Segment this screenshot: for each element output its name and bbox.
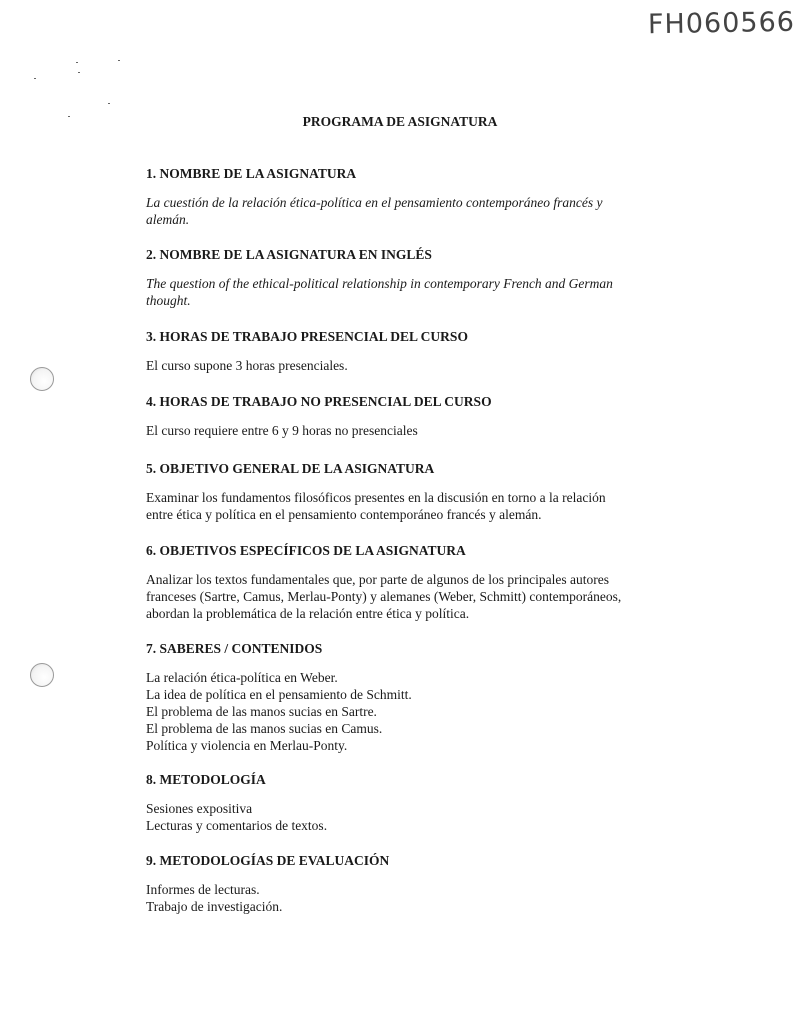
section-evaluation-methods — [146, 852, 666, 915]
body-line: Política y violencia en Merlau-Ponty. — [146, 738, 348, 753]
section-course-name-english — [146, 246, 666, 309]
body-line: thought. — [146, 293, 191, 308]
body-line: La relación ética-política en Weber. — [146, 670, 338, 685]
section-specific-objectives — [146, 542, 666, 622]
body-line: El curso supone 3 horas presenciales. — [146, 358, 348, 373]
section-heading: 5. OBJETIVO GENERAL DE LA ASIGNATURA — [146, 461, 435, 476]
punch-hole-upper — [30, 367, 54, 391]
section-body — [146, 194, 666, 228]
body-line: El problema de las manos sucias en Sartre. — [146, 704, 377, 719]
section-heading: 4. HORAS DE TRABAJO NO PRESENCIAL DEL CURSO — [146, 394, 492, 409]
body-line: La cuestión de la relación ética-política en el pensamiento contemporáneo francés y — [146, 195, 603, 210]
handwritten-document-code: FH060566 — [647, 6, 796, 41]
body-line: Examinar los fundamentos filosóficos presentes en la discusión en torno a la relación — [146, 490, 606, 505]
body-line: abordan la problemática de la relación entre ética y política. — [146, 606, 470, 621]
scan-speck — [34, 78, 36, 79]
section-body — [146, 669, 666, 754]
section-body — [146, 357, 666, 374]
section-body — [146, 881, 666, 915]
section-heading: 8. METODOLOGÍA — [146, 772, 266, 787]
section-methodology — [146, 771, 666, 834]
scan-speck — [108, 103, 110, 104]
section-non-presential-hours — [146, 393, 666, 439]
punch-hole-lower — [30, 663, 54, 687]
section-heading: 6. OBJETIVOS ESPECÍFICOS DE LA ASIGNATURA — [146, 543, 466, 558]
section-body — [146, 275, 666, 309]
scan-speck — [118, 60, 120, 61]
body-line: El curso requiere entre 6 y 9 horas no presenciales — [146, 423, 418, 438]
document-title: PROGRAMA DE ASIGNATURA — [302, 114, 498, 129]
body-line: alemán. — [146, 212, 190, 227]
section-body — [146, 800, 666, 834]
section-body — [146, 571, 666, 622]
section-body — [146, 422, 666, 439]
section-heading: 3. HORAS DE TRABAJO PRESENCIAL DEL CURSO — [146, 329, 468, 344]
body-line: Informes de lecturas. — [146, 882, 260, 897]
section-presential-hours — [146, 328, 666, 374]
body-line: El problema de las manos sucias en Camus. — [146, 721, 383, 736]
body-line: The question of the ethical-political relationship in contemporary French and German — [146, 276, 613, 291]
section-general-objective — [146, 460, 666, 523]
body-line: Lecturas y comentarios de textos. — [146, 818, 328, 833]
body-line: Analizar los textos fundamentales que, por parte de algunos de los principales autores — [146, 572, 609, 587]
scan-speck — [78, 72, 80, 73]
body-line: Trabajo de investigación. — [146, 899, 283, 914]
section-heading: 1. NOMBRE DE LA ASIGNATURA — [146, 166, 357, 181]
scan-speck — [76, 62, 78, 63]
body-line: Sesiones expositiva — [146, 801, 253, 816]
section-heading: 2. NOMBRE DE LA ASIGNATURA EN INGLÉS — [146, 247, 432, 262]
section-contents — [146, 640, 666, 754]
section-body — [146, 489, 666, 523]
section-heading: 9. METODOLOGÍAS DE EVALUACIÓN — [146, 853, 390, 868]
section-course-name — [146, 165, 666, 228]
body-line: entre ética y política en el pensamiento contemporáneo francés y alemán. — [146, 507, 542, 522]
section-heading: 7. SABERES / CONTENIDOS — [146, 641, 323, 656]
body-line: La idea de política en el pensamiento de Schmitt. — [146, 687, 412, 702]
body-line: franceses (Sartre, Camus, Merlau-Ponty) y alemanes (Weber, Schmitt) contemporáneos, — [146, 589, 622, 604]
